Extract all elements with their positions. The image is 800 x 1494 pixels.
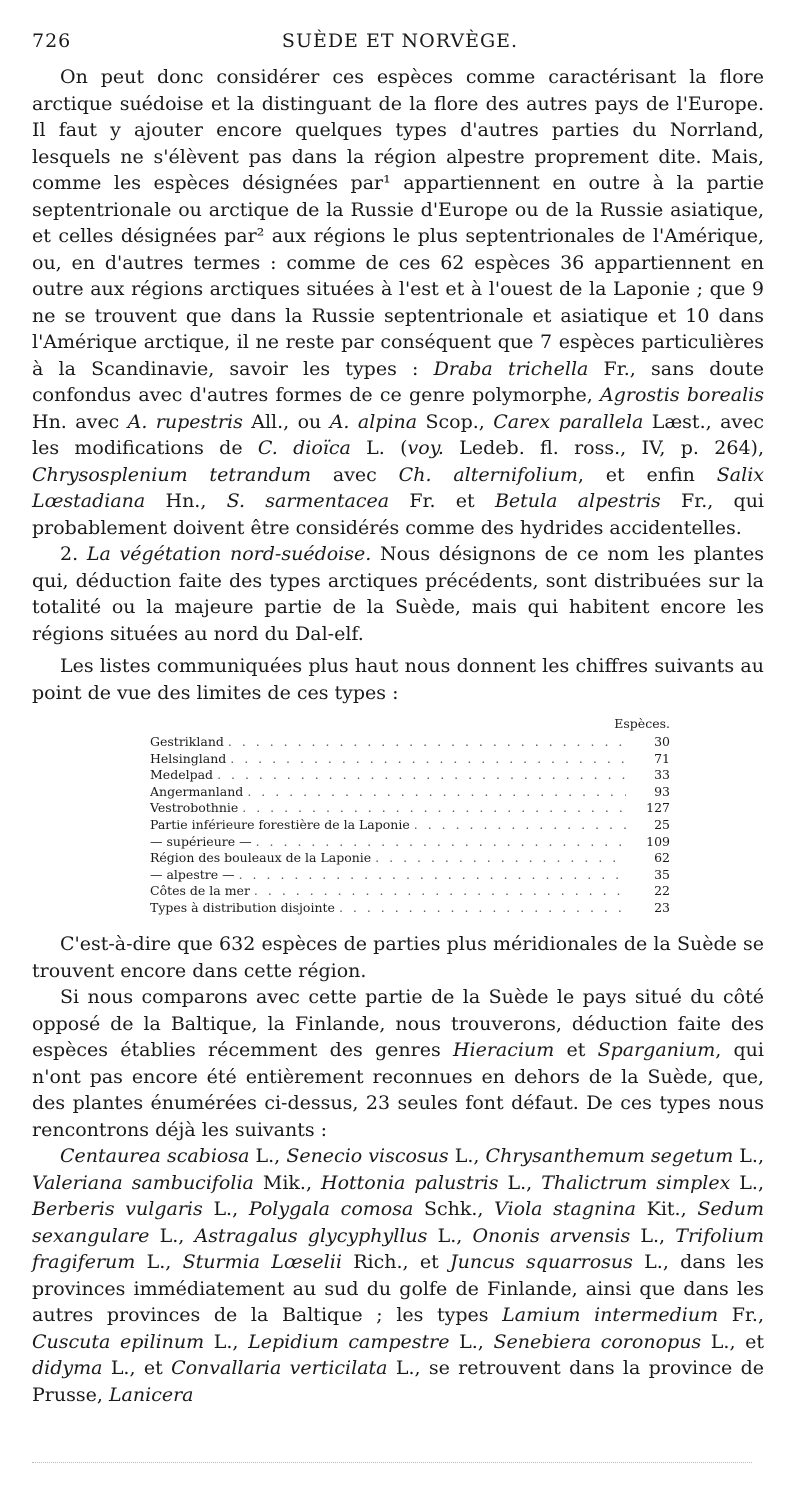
table-row-label: Région des bouleaux de la Laponie — [150, 850, 372, 866]
leader-dots — [217, 767, 626, 784]
italic-text: Lanicera — [108, 1383, 194, 1406]
table-row-value: 22 — [654, 883, 670, 899]
table-row-label: Angermanland — [150, 783, 244, 799]
table-row-value: 33 — [654, 767, 670, 783]
leader-dots — [239, 867, 626, 884]
table-row-value: 62 — [654, 850, 670, 866]
leader-dots — [414, 817, 626, 834]
page-header — [32, 30, 768, 60]
italic-text: Draba trichella — [433, 357, 589, 380]
table-row — [150, 834, 670, 851]
table-row — [150, 800, 670, 817]
leader-dots — [256, 834, 626, 851]
table-row-label: — supérieure — — [150, 833, 252, 849]
italic-text: didyma — [32, 1357, 103, 1379]
table-row-value: 127 — [646, 800, 670, 816]
italic-text: Hieracium — [452, 1039, 555, 1061]
leader-dots — [247, 784, 626, 801]
italic-text: Thalictrum simplex — [541, 1171, 731, 1194]
italic-text: Valeriana sambucifolia — [32, 1171, 254, 1194]
leader-dots — [228, 734, 626, 751]
italic-text: Betula alpestris — [494, 490, 661, 512]
italic-text: S. sarmentacea — [226, 490, 390, 512]
italic-text: Carex parallela — [493, 410, 644, 433]
italic-text: A. alpina — [329, 410, 418, 433]
paragraph: 2. La végétation nord-suédoise. Nous désignons de ce nom les plantes qui, déduction faite des types arctiques précédents, sont distribuées sur la totalité ou la majeure partie de la Suède, mais qui habitent encore les régions situées au nord du Dal-elf. — [32, 543, 764, 645]
table-row — [150, 767, 670, 784]
table-row-value: 93 — [654, 783, 670, 799]
table-row-label: Partie inférieure forestière de la Laponie — [150, 816, 410, 832]
table-rows — [150, 734, 670, 917]
table-row-label: Vestrobothnie — [150, 800, 239, 816]
italic-text: Agrostis borealis — [600, 384, 764, 406]
leader-dots — [375, 850, 626, 867]
table-row-label: Types à distribution disjointe — [150, 899, 335, 915]
italic-text: Sturmia Lœselii — [182, 1251, 342, 1273]
leader-dots — [339, 900, 626, 917]
table-row-value: 71 — [654, 750, 670, 766]
italic-text: Chrysanthemum segetum — [485, 1145, 734, 1167]
paragraph: Si nous comparons avec cette partie de la Suède le pays situé du côté opposé de la Baltique, la Finlande, nous trouverons, déduction faite des espèces établies récemment des genres Hieracium et Sparganium, qui n'ont pas encore été entièrement reconnues en dehors de la Suède, que, des plantes énumérées ci-dessus, 23 seules font défaut. De ces types nous rencontrons déjà les suivants : — [32, 986, 764, 1141]
italic-text: Lamium intermedium — [502, 1304, 719, 1326]
table-row — [150, 817, 670, 834]
table-column-header: Espèces. — [614, 716, 670, 731]
footer-rule — [32, 1462, 752, 1463]
table-row-value: 25 — [654, 816, 670, 832]
page-number: 726 — [32, 30, 72, 52]
table-row-label: Gestrikland — [150, 734, 224, 749]
species-table — [150, 716, 670, 917]
table-row-label: Côtes de la mer — [150, 883, 250, 899]
italic-text: Senebiera coronopus — [493, 1330, 702, 1353]
italic-text: voy. — [407, 437, 444, 459]
table-row-value: 30 — [654, 734, 670, 749]
italic-text: La végétation nord-suédoise. — [86, 543, 372, 565]
italic-text: Sedum sexangulare — [32, 1198, 764, 1247]
italic-text: C. dioïca — [257, 437, 351, 459]
leader-dots — [242, 800, 626, 817]
italic-text: Lepidium campestre — [248, 1330, 450, 1353]
paragraph: Centaurea scabiosa L., Senecio viscosus L., Chrysanthemum segetum L., Valeriana sambucifolia Mik., Hottonia palustris L., Thalictrum simplex L., Berberis vulgaris L., Polygala comosa Schk., Viola stagnina Kit., Sedum sexangulare L., Astragalus glycyphyllus L., Ononis arvensis L., Trifolium fragiferum L., Sturmia Lœselii Rich., et Juncus squarrosus L., dans les provinces immédiatement au sud du golfe de Finlande, ainsi que dans les autres provinces de la Baltique ; les types Lamium intermedium Fr., Cuscuta epilinum L., Lepidium campestre L., Senebiera coronopus L., et didyma L., et Convallaria verticilata L., se retrouvent dans la province de Prusse, Lanicera — [32, 1145, 765, 1406]
table-row — [150, 900, 670, 917]
table-row-label: — alpestre — — [150, 866, 235, 882]
body-text-lower — [32, 931, 764, 1408]
italic-text: Viola stagnina — [494, 1198, 636, 1220]
italic-text: Hottonia palustris — [321, 1171, 499, 1194]
body-text-upper — [32, 64, 764, 706]
table-row-label: Medelpad — [150, 767, 214, 783]
table-row — [150, 734, 670, 751]
italic-text: Chrysosplenium tetrandum — [32, 463, 312, 486]
italic-text: Ononis arvensis — [472, 1224, 631, 1247]
table-row — [150, 867, 670, 884]
table-row-label: Helsingland — [150, 750, 227, 766]
italic-text: Juncus squarrosus — [450, 1251, 633, 1273]
table-row — [150, 883, 670, 900]
italic-text: Ch. alternifolium — [398, 463, 578, 486]
table-row — [150, 784, 670, 801]
paragraph: Les listes communiquées plus haut nous donnent les chiffres suivants au point de vue des limites de ces types : — [32, 655, 764, 704]
leader-dots — [254, 883, 626, 900]
italic-text: Centaurea scabiosa — [60, 1145, 250, 1167]
table-row — [150, 850, 670, 867]
italic-text: Salix Lœstadiana — [32, 463, 764, 512]
italic-text: Convallaria verticilata — [171, 1357, 388, 1379]
leader-dots — [230, 751, 626, 768]
table-row-value: 35 — [654, 866, 670, 882]
paragraph: On peut donc considérer ces espèces comme caractérisant la flore arctique suédoise et la distinguant de la flore des autres pays de l'Europe. Il faut y ajouter encore quelques types d'autres parties du Norrland, lesquels ne s'élèvent pas dans la région alpestre proprement dite. Mais, comme les espèces désignées par¹ appartiennent en outre à la partie septentrionale ou arctique de la Russie d'Europe ou de la Russie asiatique, et celles désignées par² aux régions le plus septentrionales de l'Amérique, ou, en d'autres termes : comme de ces 62 espèces 36 appartiennent en outre aux régions arctiques situées à l'est et à l'ouest de la Laponie ; que 9 ne se trouvent que dans la Russie septentrionale et asiatique et 10 dans l'Amérique arctique, il ne reste par conséquent que 7 espèces particulières à la Scandinavie, savoir les types : Draba trichella Fr., sans doute confondus avec d'autres formes de ce genre polymorphe, Agrostis borealis Hn. avec A. rupestris All., ou A. alpina Scop., Carex parallela Læst., avec les modifications de C. dioïca L. (voy. Ledeb. fl. ross., IV, p. 264), Chrysosplenium tetrandum avec Ch. alternifolium, et enfin Salix Lœstadiana Hn., S. sarmentacea Fr. et Betula alpestris Fr., qui probablement doivent être considérés comme des hydrides accidentelles. — [32, 66, 765, 539]
italic-text: A. rupestris — [127, 410, 243, 433]
table-row-value: 23 — [654, 899, 670, 915]
italic-text: Polygala comosa — [248, 1198, 414, 1220]
italic-text: Berberis vulgaris — [32, 1198, 203, 1220]
paragraph: C'est-à-dire que 632 espèces de parties plus méridionales de la Suède se trouvent encore dans cette région. — [32, 933, 764, 982]
italic-text: Senecio viscosus — [286, 1145, 449, 1167]
running-title: SUÈDE ET NORVÈGE. — [281, 30, 519, 52]
table-row-value: 109 — [646, 833, 670, 849]
italic-text: Astragalus glycyphyllus — [194, 1224, 428, 1247]
italic-text: Cuscuta epilinum — [32, 1330, 205, 1353]
italic-text: Sparganium — [597, 1039, 716, 1061]
italic-text: Trifolium fragiferum — [32, 1224, 765, 1273]
table-row — [150, 751, 670, 768]
